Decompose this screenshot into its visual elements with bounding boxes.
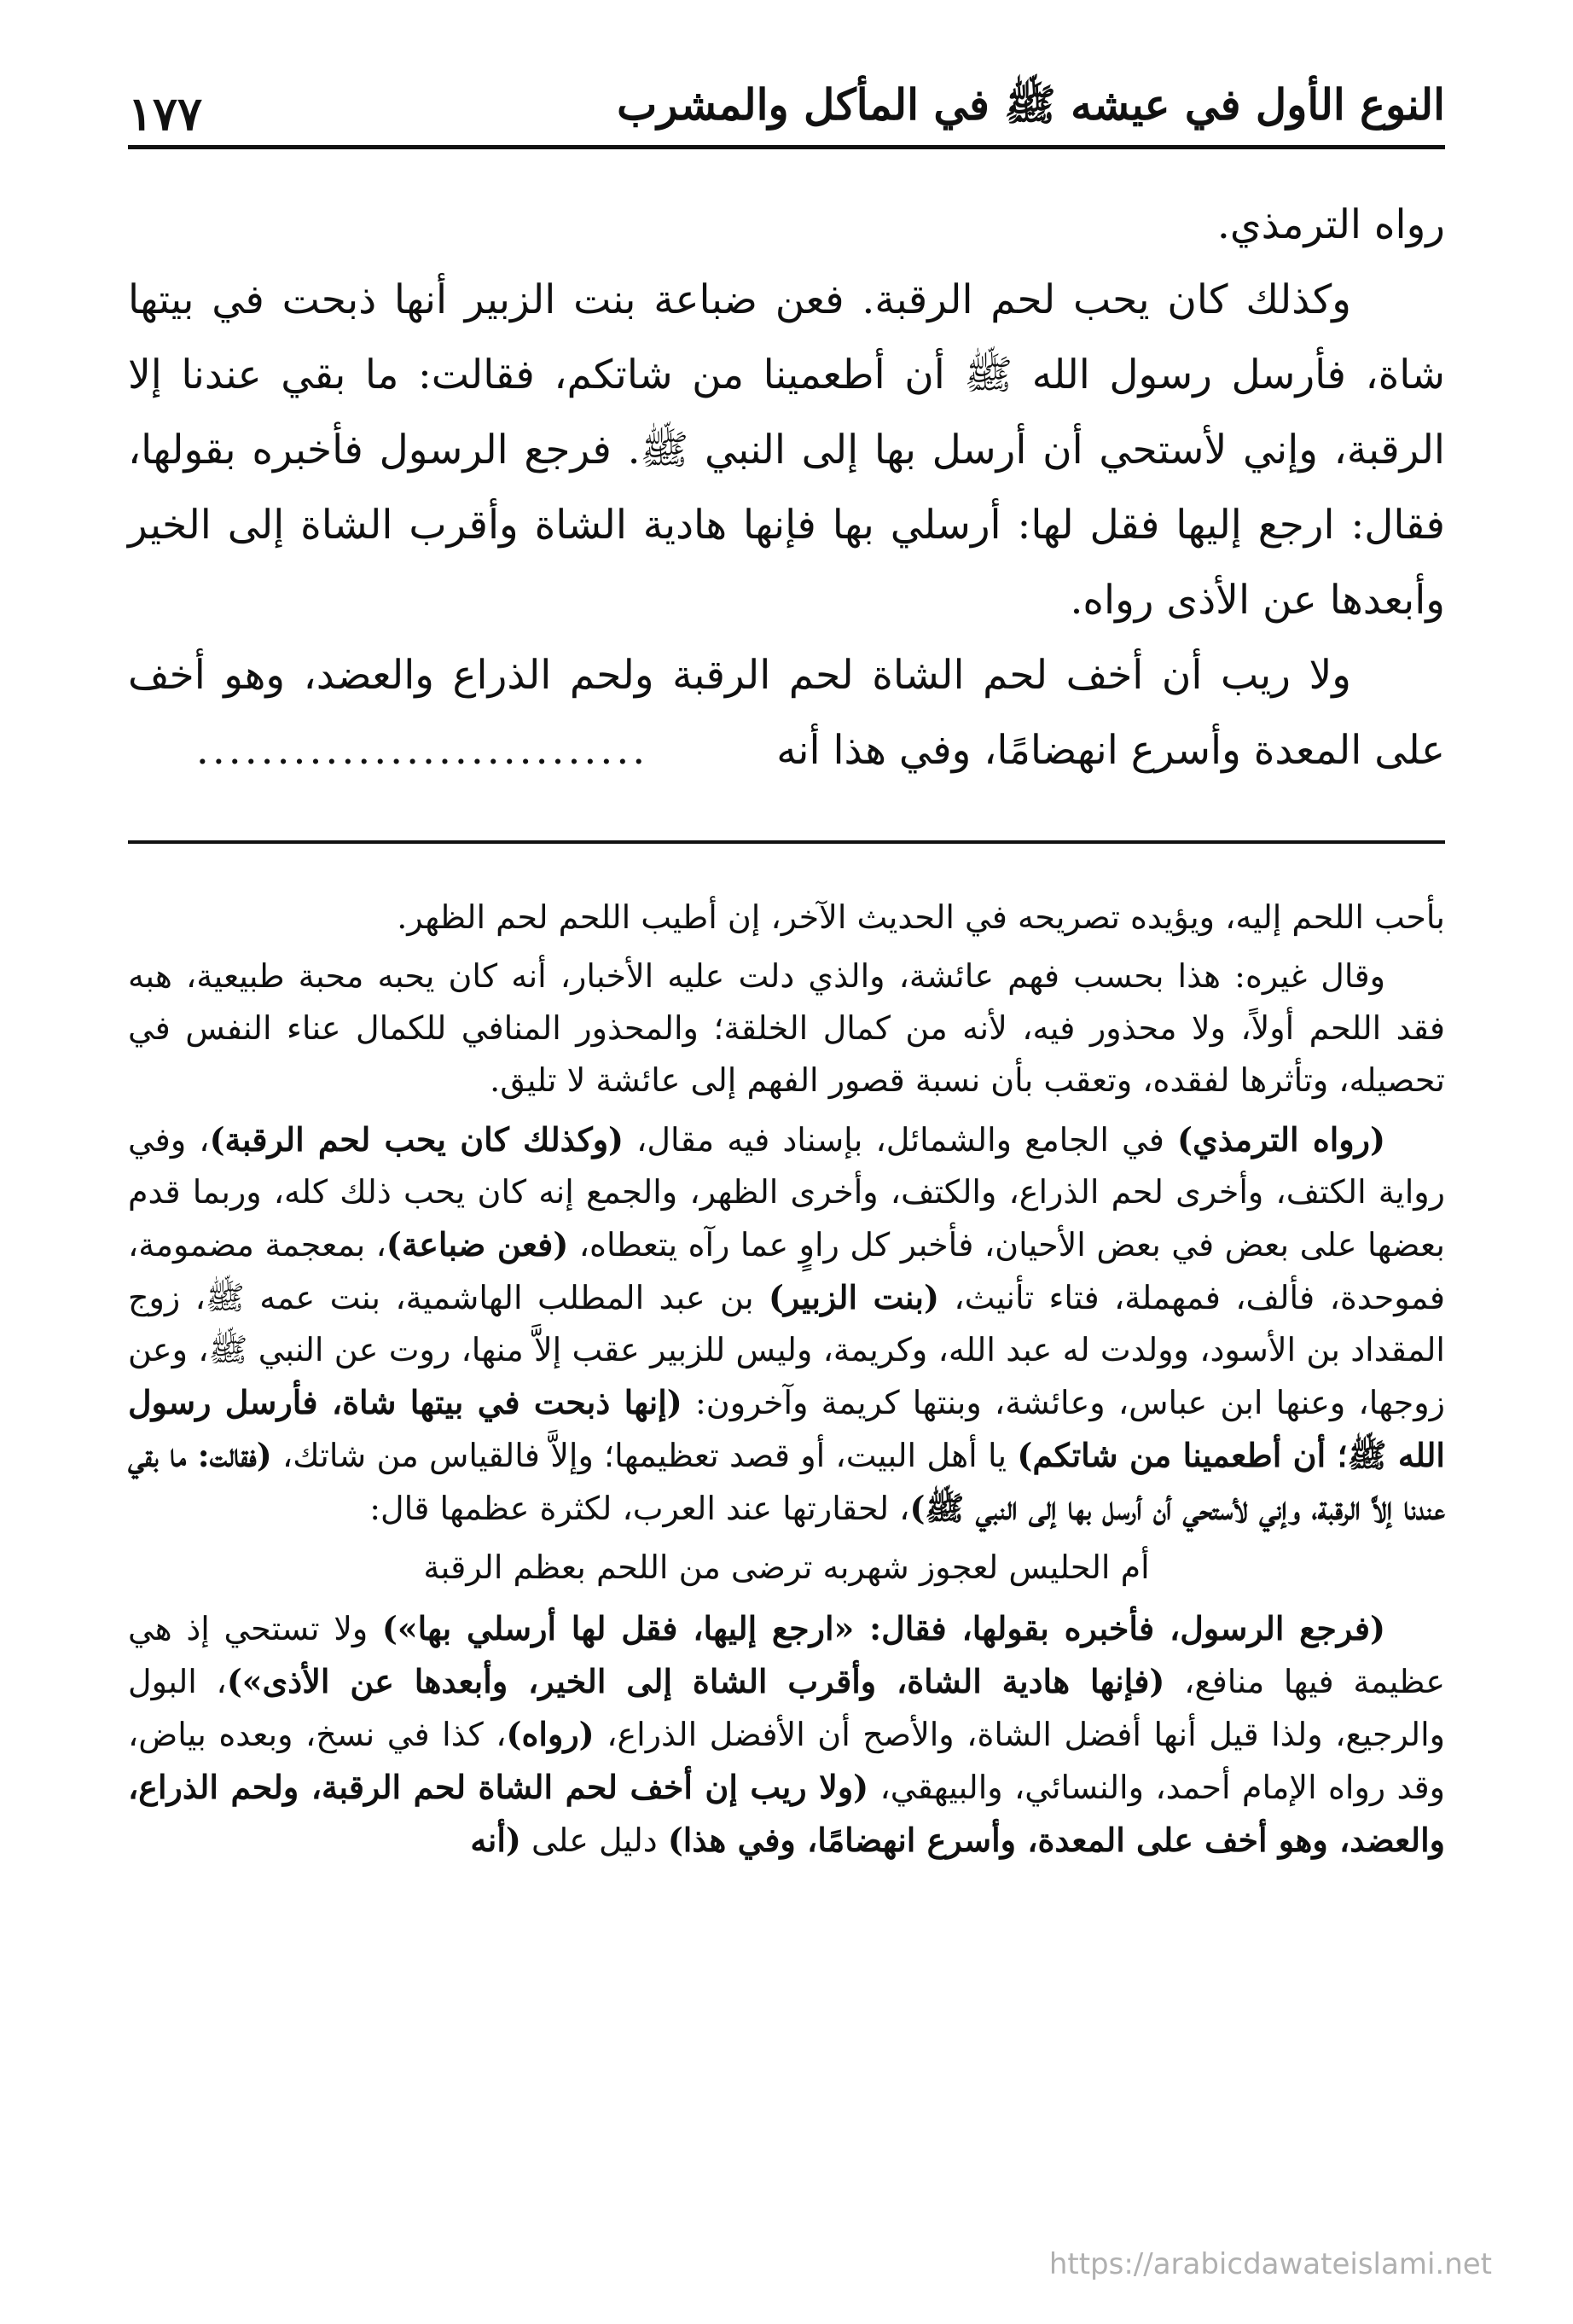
commentary-text: بن عبد المطلب الهاشمية، بنت عمه ﷺ، زوج المقداد بن الأسود، وولدت له عبد الله، وكريمة، وليس للزبير عقب إلاَّ منها، روت عن النبي ﷺ، وعن زوجها، وعنها ابن عباس، وعائشة، وبنتها كريمة وآخرون:	[128, 1279, 1445, 1421]
commentary-separator	[128, 840, 1445, 844]
quoted-text: (فإنها هادية الشاة، وأقرب الشاة إلى الخير، وأبعدها عن الأذى»)	[226, 1662, 1165, 1700]
commentary-text: ، وفي رواية الكتف، وأخرى لحم الذراع، والكتف، وأخرى الظهر، والجمع إنه كان يحب ذلك كله، وربما قدم بعضها على بعض في بعض الأحيان، فأخبر كل راوٍ عما رآه يتعطاه،	[128, 1121, 1445, 1264]
source-watermark: https://arabicdawateislami.net	[1048, 2247, 1492, 2281]
quoted-text: (فرجع الرسول، فأخبره بقولها، فقال: «ارجع إليها، فقل لها أرسلي بها»)	[381, 1609, 1385, 1647]
quoted-text: (إنها ذبحت في بيتها شاة، فأرسل رسول الله ﷺ؛ أن أطعمينا من شاتكم)	[128, 1383, 1445, 1474]
commentary-text: في الجامع والشمائل، بإسناد فيه مقال،	[624, 1121, 1177, 1159]
commentary-paragraph-2: وقال غيره: هذا بحسب فهم عائشة، والذي دلت عليه الأخبار، أنه كان يحبه محبة طبيعية، هبه فقد اللحم أولاً، ولا محذور فيه، لأنه من كمال الخلقة؛ والمحذور المنافي للكمال عناء النفس في تحصيله، وتأثرها لفقده، وتعقب بأن نسبة قصور الفهم إلى عائشة لا تليق.	[128, 957, 1445, 1099]
commentary-text: يا أهل البيت، أو قصد تعظيمها؛ وإلاَّ فالقياس من شاتك،	[271, 1437, 1018, 1474]
commentary-text: ، البول والرجيع، ولذا قيل أنها أفضل الشاة، والأصح أن الأفضل الذراع،	[128, 1663, 1445, 1753]
quoted-text: (ولا ريب إن أخف لحم الشاة لحم الرقبة، ولحم الذراع، والعضد، وهو أخف على المعدة، وأسرع انهضامًا، وفي هذا)	[128, 1768, 1445, 1859]
main-text	[128, 188, 1445, 788]
quoted-text: (أنه	[470, 1821, 521, 1859]
quoted-text: (بنت الزبير)	[768, 1278, 939, 1316]
commentary-paragraph-4	[128, 1602, 1445, 1867]
commentary	[128, 892, 1445, 1874]
main-paragraph-2: وكذلك كان يحب لحم الرقبة. فعن ضباعة بنت الزبير أنها ذبحت في بيتها شاة، فأرسل رسول الله ﷺ أن أطعمينا من شاتكم، فقالت: ما بقي عندنا إلا الرقبة، وإني لأستحي أن أرسل بها إلى النبي ﷺ. فرجع الرسول فأخبره بقولها، فقال: ارجع إليها فقل لها: أرسلي بها فإنها هادية الشاة وأقرب الشاة إلى الخير وأبعدها عن الأذى رواه.	[128, 276, 1445, 624]
commentary-text: ، كذا في نسخ، وبعده بياض، وقد رواه الإمام أحمد، والنسائي، والبيهقي،	[128, 1716, 1445, 1806]
commentary-text: ، بمعجمة مضمومة، فموحدة، فألف، فمهملة، فتاء تأنيث،	[128, 1226, 1445, 1316]
commentary-paragraph-3	[128, 1113, 1445, 1535]
page-header	[128, 81, 1445, 141]
page-number: ١٧٧	[128, 86, 203, 141]
poetry-verse: أم الحليس لعجوز شهربه ترضى من اللحم بعظم الرقبة	[423, 1548, 1150, 1586]
main-paragraph-3-text: ولا ريب أن أخف لحم الشاة لحم الرقبة ولحم الذراع والعضد، وهو أخف على المعدة وأسرع انهضامًا، وفي هذا أنه	[128, 652, 1445, 774]
continuation-dots: ............................	[195, 727, 649, 774]
commentary-text: ، لحقارتها عند العرب، لكثرة عظمها قال:	[369, 1490, 910, 1527]
main-paragraph-3	[128, 638, 1445, 788]
running-title: النوع الأول في عيشه ﷺ في المأكل والمشرب	[617, 79, 1445, 130]
quoted-text: (رواه الترمذي)	[1176, 1120, 1385, 1159]
quoted-text: (رواه)	[506, 1715, 595, 1753]
quoted-text: (فعن ضباعة)	[386, 1225, 569, 1264]
main-paragraph-1: رواه الترمذي.	[1216, 201, 1445, 248]
quoted-text: (فقالت: ما بقي عندنا إلاَّ الرقبة، وإني لأستحي أن أرسل بها إلى النبي ﷺ)	[128, 1436, 1445, 1527]
header-rule	[128, 145, 1445, 149]
quoted-text: (وكذلك كان يحب لحم الرقبة)	[209, 1120, 624, 1159]
commentary-text: دليل على	[520, 1821, 668, 1859]
commentary-paragraph-1: بأحب اللحم إليه، ويؤيده تصريحه في الحديث الآخر، إن أطيب اللحم لحم الظهر.	[397, 898, 1445, 936]
commentary-text: ولا تستحي إذ هي عظيمة فيها منافع،	[128, 1610, 1446, 1700]
